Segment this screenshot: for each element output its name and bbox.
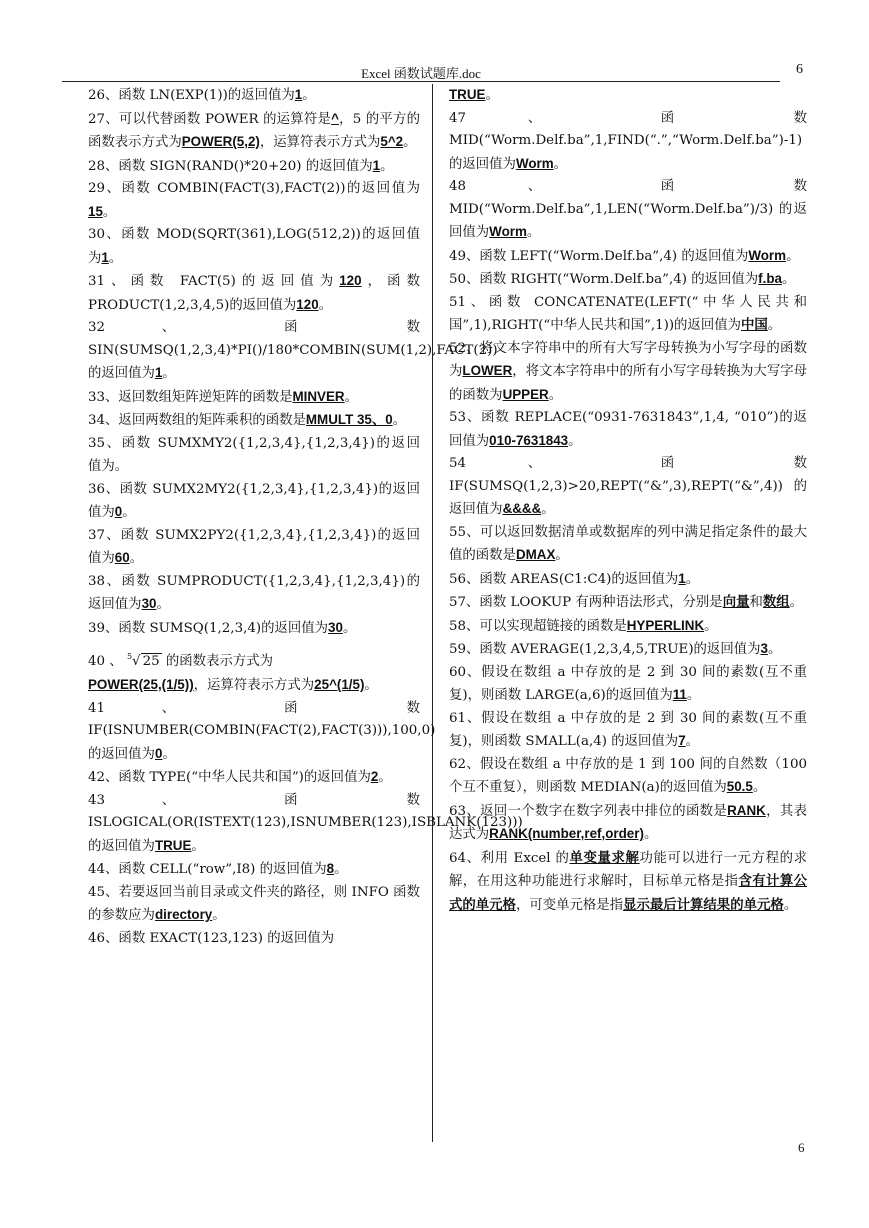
question-35: 35、函数 SUMXMY2({1,2,3,4},{1,2,3,4})的返回值为。 [88,435,420,474]
question-43: 43 、 函 数 ISLOGICAL(OR(ISTEXT(123),ISNUMBER(123),ISBLANK(123)))的返回值为TRUE。 [88,792,523,854]
question-61: 61、假设在数组 a 中存放的是 2 到 30 间的素数(互不重复)，则函数 SMALL(a,4) 的返回值为7。 [449,710,807,749]
page-header [62,63,780,82]
question-52: 52、将文本字符串中的所有大写字母转换为小写字母的函数为LOWER，将文本字符串中的所有小写字母转换为大写字母的函数为UPPER。 [449,340,808,403]
question-26: 26、函数 LN(EXP(1))的返回值为1。 [88,87,316,103]
question-32: 32 、 函 数 SIN(SUMSQ(1,2,3,4)*PI()/180*COMBIN(SUM(1,2),FACT(2))的返回值为1。 [88,320,498,381]
question-64: 64、利用 Excel 的单变量求解功能可以进行一元方程的求解，在用这种功能进行求解时，目标单元格是指含有计算公式的单元格，可变单元格是指显示最后计算结果的单元格。 [449,849,808,913]
question-62: 62、假设在数组 a 中存放的是 1 到 100 间的自然数（100 个互不重复），则函数 MEDIAN(a)的返回值为50.5。 [449,756,807,795]
question-30: 30、函数 MOD(SQRT(361),LOG(512,2))的返回值为1。 [88,227,420,266]
question-46: 46、函数 EXACT(123,123) 的返回值为 [88,930,335,946]
question-57: 57、函数 LOOKUP 有两种语法形式，分别是向量和数组。 [449,594,804,610]
question-44: 44、函数 CELL(“row”,I8) 的返回值为8。 [88,861,348,877]
question-54: 54 、 函 数 IF(SUMSQ(1,2,3)>20,REPT(“&”,3),REPT(“&”,4))的返回值为&&&&。 [449,456,807,517]
question-42: 42、函数 TYPE(“中华人民共和国”)的返回值为2。 [88,769,392,785]
question-29: 29、函数 COMBIN(FACT(3),FACT(2))的返回值为15。 [88,181,420,220]
right-column [449,84,807,917]
question-38: 38、函数 SUMPRODUCT({1,2,3,4},{1,2,3,4})的返回值为30。 [88,573,420,612]
question-45: 45、若要返回当前目录或文件夹的路径，则 INFO 函数的参数应为directory。 [88,884,420,923]
question-37: 37、函数 SUMX2PY2({1,2,3,4},{1,2,3,4})的返回值为60。 [88,527,420,566]
footer-page-number: 6 [798,1140,805,1155]
question-34: 34、返回两数组的矩阵乘积的函数是MMULT 35、0。 [88,412,407,428]
question-58: 58、可以实现超链接的函数是HYPERLINK。 [449,617,718,634]
question-31: 31、函数 FACT(5)的返回值为120，函数 PRODUCT(1,2,3,4,5)的返回值为120。 [88,273,420,313]
header-page-number: 6 [796,62,803,77]
question-41: 41 、 函 数 IF(ISNUMBER(COMBIN(FACT(2),FACT(3))),100,0)的返回值为0。 [88,700,436,762]
left-column [88,84,523,950]
question-56: 56、函数 AREAS(C1:C4)的返回值为1。 [449,570,700,587]
question-28: 28、函数 SIGN(RAND()*20+20) 的返回值为1。 [88,157,394,174]
column-divider [432,84,433,1142]
question-53: 53、函数 REPLACE(“0931-7631843”,1,4, “010”)的返回值为010-7631843。 [449,410,807,449]
question-47: 47 、 函 数 MID(“Worm.Delf.ba”,1,FIND(“.”,“Worm.Delf.ba”)-1)的返回值为Worm。 [449,110,807,172]
question-60: 60、假设在数组 a 中存放的是 2 到 30 间的素数(互不重复)，则函数 LARGE(a,6)的返回值为11。 [449,664,807,703]
fifth-root-of-25: $^5$√ 25 [126,652,160,669]
document-title: Excel 函数试题库.doc [361,66,481,81]
question-63: 63、返回一个数字在数字列表中排位的函数是RANK，其表达式为RANK(number,ref,order)。 [449,802,808,842]
question-55: 55、可以返回数据清单或数据库的列中满足指定条件的最大值的函数是DMAX。 [449,524,807,563]
question-51: 51、函数 CONCATENATE(LEFT(“中华人民共和国”,1),RIGHT(“中华人民共和国”,1))的返回值为中国。 [449,294,807,333]
question-48: 48 、 函 数 MID(“Worm.Delf.ba”,1,LEN(“Worm.Delf.ba”)/3) 的返回值为Worm。 [449,179,807,240]
question-59: 59、函数 AVERAGE(1,2,3,4,5,TRUE)的返回值为3。 [449,641,782,657]
question-27: 27、可以代替函数 POWER 的运算符是^，5 的平方的函数表示方式为POWER(5,2)，运算符表示方式为5^2。 [88,110,420,150]
question-40: 40 、 $^5$√ 25 的函数表示方式为 [88,652,274,669]
question-39: 39、函数 SUMSQ(1,2,3,4)的返回值为30。 [88,619,357,636]
question-50: 50、函数 RIGHT(“Worm.Delf.ba”,4) 的返回值为f.ba。 [449,271,796,287]
question-49: 49、函数 LEFT(“Worm.Delf.ba”,4) 的返回值为Worm。 [449,247,800,264]
question-33: 33、返回数组矩阵逆矩阵的函数是MINVER。 [88,388,358,405]
question-46-answer: TRUE。 [449,87,499,103]
question-36: 36、函数 SUMX2MY2({1,2,3,4},{1,2,3,4})的返回值为0。 [88,481,420,520]
question-40-answer: POWER(25,(1/5))，运算符表示方式为25^(1/5)。 [88,677,378,693]
